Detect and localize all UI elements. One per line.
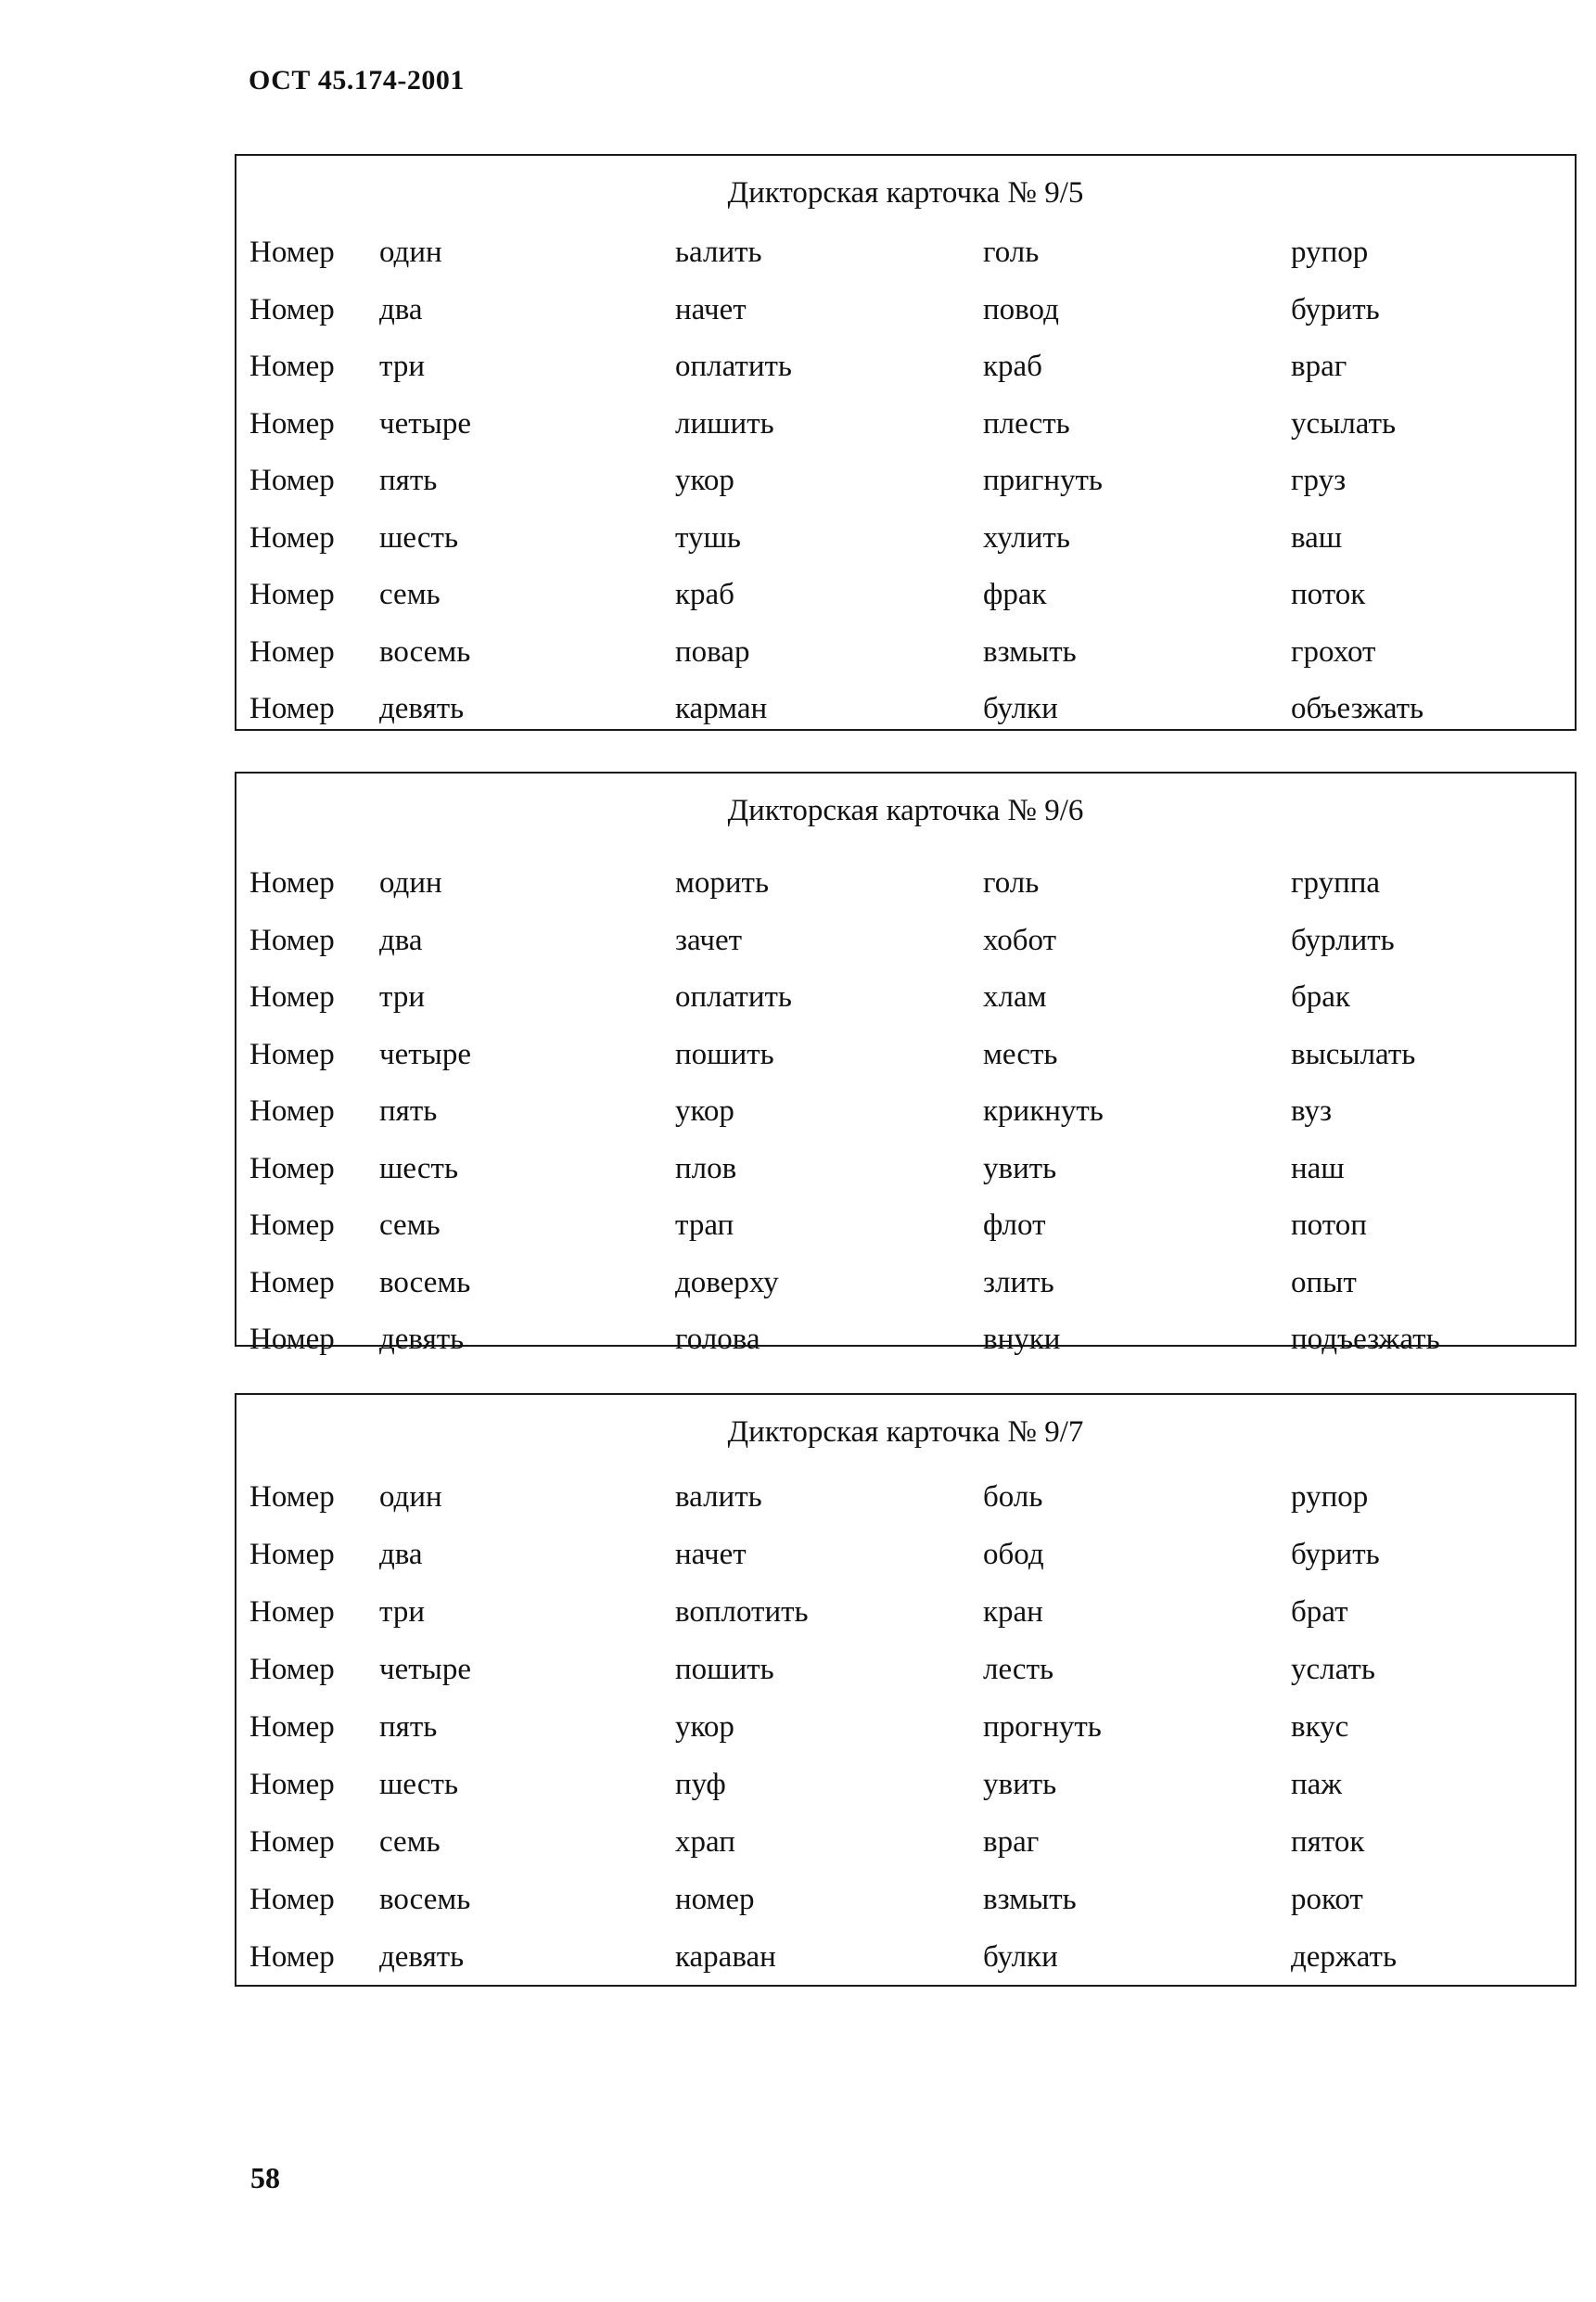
test-word: хлам xyxy=(983,980,1047,1014)
test-word: булки xyxy=(983,1940,1058,1974)
number-word: три xyxy=(379,980,425,1014)
row-label: Номер xyxy=(249,464,335,497)
test-word: голь xyxy=(983,866,1040,900)
test-word: оплатить xyxy=(675,350,792,383)
test-word: поток xyxy=(1291,578,1366,611)
row-label: Номер xyxy=(249,1265,335,1299)
test-word: груз xyxy=(1291,464,1347,497)
test-word: номер xyxy=(675,1883,755,1916)
row-label: Номер xyxy=(249,350,335,383)
word-row xyxy=(236,1710,1575,1764)
test-word: хобот xyxy=(983,923,1057,957)
number-word: три xyxy=(379,1595,425,1629)
test-word: подъезжать xyxy=(1291,1323,1440,1356)
test-word: укор xyxy=(675,1710,734,1744)
test-word: объезжать xyxy=(1291,692,1424,725)
number-word: семь xyxy=(379,1825,440,1859)
row-label: Номер xyxy=(249,692,335,725)
test-word: бурить xyxy=(1291,1538,1380,1571)
row-label: Номер xyxy=(249,1768,335,1801)
test-word: храп xyxy=(675,1825,735,1859)
word-row xyxy=(236,350,1575,403)
test-word: вкус xyxy=(1291,1710,1349,1744)
test-word: обод xyxy=(983,1538,1044,1571)
row-label: Номер xyxy=(249,1653,335,1686)
row-label: Номер xyxy=(249,923,335,957)
row-label: Номер xyxy=(249,1151,335,1185)
test-word: внуки xyxy=(983,1323,1061,1356)
number-word: пять xyxy=(379,1094,438,1128)
test-word: плесть xyxy=(983,406,1070,441)
number-word: шесть xyxy=(379,1151,458,1185)
row-label: Номер xyxy=(249,1480,335,1514)
row-label: Номер xyxy=(249,578,335,611)
test-word: рокот xyxy=(1291,1883,1363,1916)
test-word: брат xyxy=(1291,1595,1348,1629)
test-word: повод xyxy=(983,292,1059,326)
word-row xyxy=(236,1538,1575,1592)
word-row xyxy=(236,1768,1575,1822)
number-word: семь xyxy=(379,578,440,611)
test-word: лишить xyxy=(675,406,774,441)
word-row xyxy=(236,1094,1575,1148)
number-word: пять xyxy=(379,464,438,497)
word-row xyxy=(236,1595,1575,1649)
test-word: усылать xyxy=(1291,406,1397,441)
test-word: морить xyxy=(675,866,770,900)
test-word: караван xyxy=(675,1940,776,1974)
test-word: голь xyxy=(983,236,1040,269)
word-row xyxy=(236,236,1575,289)
speaker-card xyxy=(235,154,1577,731)
number-word: три xyxy=(379,350,425,383)
test-word: укор xyxy=(675,464,734,497)
test-word: зачет xyxy=(675,923,743,957)
number-word: восемь xyxy=(379,1883,471,1916)
number-word: пять xyxy=(379,1710,438,1744)
card-title: Дикторская карточка № 9/7 xyxy=(727,1415,1084,1449)
row-label: Номер xyxy=(249,1209,335,1242)
test-word: воплотить xyxy=(675,1595,809,1629)
word-row xyxy=(236,1883,1575,1937)
row-label: Номер xyxy=(249,236,335,269)
test-word: пошить xyxy=(675,1037,774,1071)
word-row xyxy=(236,1266,1575,1320)
number-word: девять xyxy=(379,1323,465,1356)
test-word: флот xyxy=(983,1209,1046,1242)
test-word: рупор xyxy=(1291,236,1369,269)
test-word: пошить xyxy=(675,1653,774,1686)
word-row xyxy=(236,635,1575,689)
word-row xyxy=(236,1152,1575,1206)
test-word: группа xyxy=(1291,866,1381,900)
document-header: ОСТ 45.174-2001 xyxy=(249,65,465,96)
test-word: фрак xyxy=(983,578,1047,611)
row-label: Номер xyxy=(249,1883,335,1916)
word-row xyxy=(236,293,1575,347)
test-word: рупор xyxy=(1291,1480,1369,1514)
word-row xyxy=(236,692,1575,746)
test-word: ьалить xyxy=(675,236,762,269)
row-label: Номер xyxy=(249,1825,335,1859)
number-word: один xyxy=(379,236,442,269)
test-word: пуф xyxy=(675,1768,726,1801)
number-word: семь xyxy=(379,1209,440,1242)
number-word: один xyxy=(379,866,442,900)
test-word: краб xyxy=(983,350,1042,383)
test-word: карман xyxy=(675,692,768,725)
test-word: наш xyxy=(1291,1151,1345,1185)
row-label: Номер xyxy=(249,1538,335,1571)
number-word: восемь xyxy=(379,1265,471,1299)
word-row xyxy=(236,1825,1575,1879)
test-word: оплатить xyxy=(675,980,792,1014)
test-word: тушь xyxy=(675,520,741,555)
test-word: кран xyxy=(983,1595,1043,1629)
test-word: держать xyxy=(1291,1940,1398,1974)
test-word: высылать xyxy=(1291,1037,1416,1071)
number-word: четыре xyxy=(379,1653,471,1686)
row-label: Номер xyxy=(249,1710,335,1744)
test-word: повар xyxy=(675,634,750,669)
number-word: четыре xyxy=(379,1037,471,1071)
test-word: пяток xyxy=(1291,1825,1365,1859)
word-row xyxy=(236,464,1575,518)
word-row xyxy=(236,980,1575,1034)
test-word: увить xyxy=(983,1768,1057,1801)
test-word: хулить xyxy=(983,520,1070,555)
test-word: лесть xyxy=(983,1653,1054,1686)
number-word: два xyxy=(379,292,423,326)
test-word: краб xyxy=(675,578,734,611)
number-word: четыре xyxy=(379,406,471,441)
word-row xyxy=(236,1209,1575,1262)
word-row xyxy=(236,1940,1575,1994)
speaker-card xyxy=(235,1393,1577,1987)
test-word: крикнуть xyxy=(983,1094,1104,1128)
row-label: Номер xyxy=(249,1940,335,1974)
number-word: два xyxy=(379,923,423,957)
row-label: Номер xyxy=(249,980,335,1014)
row-label: Номер xyxy=(249,406,335,441)
row-label: Номер xyxy=(249,520,335,555)
test-word: услать xyxy=(1291,1653,1375,1686)
word-row xyxy=(236,1323,1575,1376)
test-word: начет xyxy=(675,1538,747,1571)
card-title: Дикторская карточка № 9/5 xyxy=(727,176,1084,210)
test-word: брак xyxy=(1291,980,1350,1014)
test-word: валить xyxy=(675,1480,762,1514)
test-word: увить xyxy=(983,1151,1057,1185)
test-word: боль xyxy=(983,1480,1043,1514)
row-label: Номер xyxy=(249,1595,335,1629)
number-word: шесть xyxy=(379,1768,458,1801)
test-word: бурлить xyxy=(1291,923,1395,957)
word-row xyxy=(236,924,1575,978)
number-word: девять xyxy=(379,1940,465,1974)
test-word: враг xyxy=(983,1825,1040,1859)
test-word: потоп xyxy=(1291,1209,1367,1242)
test-word: злить xyxy=(983,1265,1054,1299)
test-word: доверху xyxy=(675,1265,779,1299)
test-word: булки xyxy=(983,692,1058,725)
test-word: взмыть xyxy=(983,1883,1077,1916)
test-word: голова xyxy=(675,1323,760,1356)
row-label: Номер xyxy=(249,634,335,669)
test-word: паж xyxy=(1291,1768,1343,1801)
test-word: начет xyxy=(675,292,747,326)
word-row xyxy=(236,866,1575,920)
speaker-card xyxy=(235,772,1577,1356)
row-label: Номер xyxy=(249,292,335,326)
test-word: трап xyxy=(675,1209,734,1242)
test-word: опыт xyxy=(1291,1265,1357,1299)
number-word: шесть xyxy=(379,520,458,555)
test-word: бурить xyxy=(1291,292,1380,326)
number-word: восемь xyxy=(379,634,471,669)
test-word: пригнуть xyxy=(983,464,1103,497)
test-word: прогнуть xyxy=(983,1710,1102,1744)
row-label: Номер xyxy=(249,866,335,900)
number-word: два xyxy=(379,1538,423,1571)
test-word: грохот xyxy=(1291,634,1376,669)
word-row xyxy=(236,521,1575,575)
number-word: один xyxy=(379,1480,442,1514)
word-row xyxy=(236,1653,1575,1707)
test-word: укор xyxy=(675,1094,734,1128)
card-title: Дикторская карточка № 9/6 xyxy=(727,794,1084,827)
test-word: враг xyxy=(1291,350,1347,383)
row-label: Номер xyxy=(249,1323,335,1356)
word-row xyxy=(236,578,1575,632)
test-word: ваш xyxy=(1291,520,1343,555)
number-word: девять xyxy=(379,692,465,725)
word-row xyxy=(236,1038,1575,1092)
word-row xyxy=(236,407,1575,461)
test-word: вуз xyxy=(1291,1094,1332,1128)
word-row xyxy=(236,1480,1575,1534)
test-word: плов xyxy=(675,1151,737,1185)
test-word: месть xyxy=(983,1037,1058,1071)
row-label: Номер xyxy=(249,1094,335,1128)
page-number: 58 xyxy=(250,2161,280,2194)
test-word: взмыть xyxy=(983,634,1077,669)
row-label: Номер xyxy=(249,1037,335,1071)
